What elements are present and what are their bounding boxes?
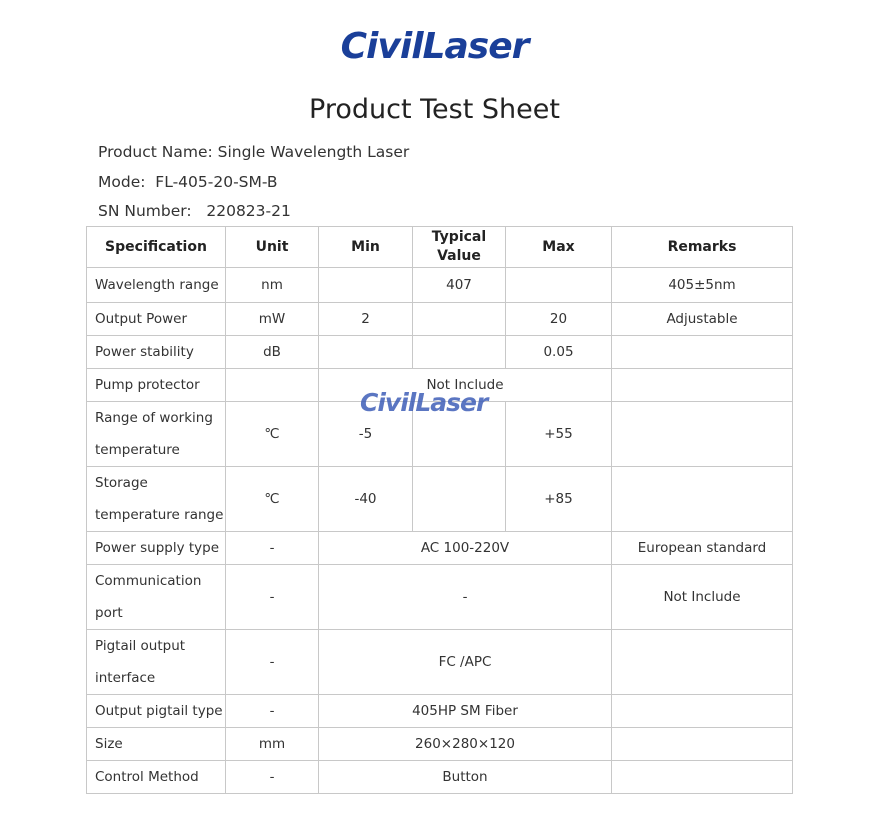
remarks-cell xyxy=(612,369,793,402)
header-typical-line2: Value xyxy=(437,248,481,264)
remarks-cell xyxy=(612,630,793,695)
header-min: Min xyxy=(319,227,413,268)
value-cell: 260×280×120 xyxy=(319,728,612,761)
spec-cell: Pump protector xyxy=(87,369,226,402)
typical-cell xyxy=(413,402,506,467)
remarks-cell xyxy=(612,695,793,728)
max-cell: 20 xyxy=(506,303,612,336)
remarks-cell xyxy=(612,728,793,761)
unit-cell: - xyxy=(226,565,319,630)
value-cell: - xyxy=(319,565,612,630)
sn-number-line: SN Number: 220823-21 xyxy=(98,202,291,220)
unit-cell: - xyxy=(226,761,319,794)
unit-cell xyxy=(226,369,319,402)
spec-line1: Storage xyxy=(95,475,148,491)
spec-cell: Wavelength range xyxy=(87,268,226,303)
table-row xyxy=(87,630,793,695)
table-row xyxy=(87,695,793,728)
spec-line2: temperature xyxy=(95,442,180,458)
table-header-row xyxy=(87,227,793,268)
spec-cell: Control Method xyxy=(87,761,226,794)
spec-cell xyxy=(87,467,226,532)
remarks-cell xyxy=(612,336,793,369)
header-specification: Specification xyxy=(87,227,226,268)
typical-cell: 407 xyxy=(413,268,506,303)
table-row xyxy=(87,532,793,565)
unit-cell: mW xyxy=(226,303,319,336)
spec-cell: Power supply type xyxy=(87,532,226,565)
spec-cell xyxy=(87,402,226,467)
typical-cell xyxy=(413,336,506,369)
max-cell xyxy=(506,268,612,303)
table-row xyxy=(87,369,793,402)
table-row xyxy=(87,303,793,336)
min-cell: -5 xyxy=(319,402,413,467)
remarks-cell: Adjustable xyxy=(612,303,793,336)
remarks-cell xyxy=(612,761,793,794)
unit-cell: - xyxy=(226,532,319,565)
spec-line2: temperature range xyxy=(95,507,224,523)
brand-logo: CivilLaser xyxy=(340,26,529,67)
min-cell xyxy=(319,268,413,303)
value-cell: Button xyxy=(319,761,612,794)
table-row xyxy=(87,565,793,630)
typical-cell xyxy=(413,467,506,532)
spec-table xyxy=(86,226,793,794)
unit-cell: nm xyxy=(226,268,319,303)
value-cell: AC 100-220V xyxy=(319,532,612,565)
spec-line1: Range of working xyxy=(95,410,213,426)
remarks-cell: Not Include xyxy=(612,565,793,630)
table-row xyxy=(87,336,793,369)
table-row xyxy=(87,402,793,467)
table-row xyxy=(87,268,793,303)
unit-cell: - xyxy=(226,630,319,695)
remarks-cell xyxy=(612,402,793,467)
product-name-line: Product Name: Single Wavelength Laser xyxy=(98,143,410,161)
spec-cell: Size xyxy=(87,728,226,761)
spec-line1: Communication xyxy=(95,573,202,589)
header-max: Max xyxy=(506,227,612,268)
max-cell: +85 xyxy=(506,467,612,532)
header-unit: Unit xyxy=(226,227,319,268)
min-cell xyxy=(319,336,413,369)
unit-cell: ℃ xyxy=(226,467,319,532)
table-row xyxy=(87,467,793,532)
value-cell: 405HP SM Fiber xyxy=(319,695,612,728)
remarks-cell: 405±5nm xyxy=(612,268,793,303)
page-title: Product Test Sheet xyxy=(309,94,560,125)
mode-line: Mode: FL-405-20-SM-B xyxy=(98,173,278,191)
header-typical-line1: Typical xyxy=(431,229,487,245)
table-row xyxy=(87,761,793,794)
remarks-cell xyxy=(612,467,793,532)
spec-cell: Output pigtail type xyxy=(87,695,226,728)
spec-cell: Output Power xyxy=(87,303,226,336)
typical-cell xyxy=(413,303,506,336)
table-row xyxy=(87,728,793,761)
value-cell: Not Include xyxy=(319,369,612,402)
spec-line1: Pigtail output xyxy=(95,638,186,654)
spec-cell xyxy=(87,630,226,695)
watermark-logo: CivilLaser xyxy=(360,388,488,417)
unit-cell: - xyxy=(226,695,319,728)
max-cell: +55 xyxy=(506,402,612,467)
unit-cell: dB xyxy=(226,336,319,369)
unit-cell: mm xyxy=(226,728,319,761)
header-typical xyxy=(413,227,506,268)
min-cell: 2 xyxy=(319,303,413,336)
spec-cell: Power stability xyxy=(87,336,226,369)
spec-line2: port xyxy=(95,605,123,621)
value-cell: FC /APC xyxy=(319,630,612,695)
unit-cell: ℃ xyxy=(226,402,319,467)
remarks-cell: European standard xyxy=(612,532,793,565)
spec-line2: interface xyxy=(95,670,156,686)
spec-cell xyxy=(87,565,226,630)
header-remarks: Remarks xyxy=(612,227,793,268)
min-cell: -40 xyxy=(319,467,413,532)
max-cell: 0.05 xyxy=(506,336,612,369)
